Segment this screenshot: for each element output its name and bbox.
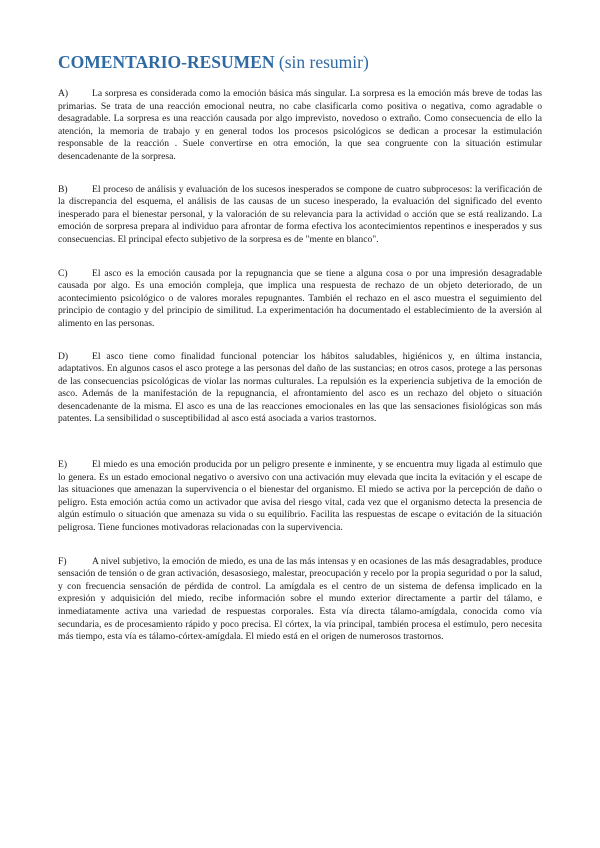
paragraph-b (58, 184, 542, 247)
paragraph-marker: D) (58, 350, 69, 362)
title-main: COMENTARIO-RESUMEN (58, 52, 275, 72)
paragraph-text: El asco tiene como finalidad funcional potenciar los hábitos saludables, higiénicos y, en última instancia, adaptativos. En algunos casos el asco protege a las personas del daño de las sustancias; en otros casos, protege a las personas de las consecuencias psicológicas de violar las normas culturales. La repulsión es la experiencia subjetiva de la emoción de asco. Además de la manifestación de la repugnancia, el afrontamiento del asco es un rechazo del objeto o situación desencadenante de la misma. El asco es una de las reacciones emocionales en las que las sensaciones fisiológicas son más patentes. La sensibilidad o susceptibilidad al asco está asociada a varios trastornos. (58, 350, 542, 425)
paragraph-f (58, 556, 542, 644)
paragraph-c (58, 268, 542, 331)
paragraph-marker: A) (58, 88, 69, 99)
paragraph-a (58, 88, 542, 164)
paragraph-marker: F) (58, 555, 67, 567)
paragraph-d (58, 351, 542, 427)
paragraph-marker: B) (58, 183, 68, 195)
paragraph-text: El proceso de análisis y evaluación de los sucesos inesperados se compone de cuatro subprocesos: la verificación de la discrepancia del esquema, el análisis de las causas de un suceso inesperado, la evaluación del significado del evento inesperado para el bienestar personal, y la valoración de su relevancia para la actividad o acción que se está realizando. La emoción de sorpresa prepara al individuo para afrontar de forma efectiva los acontecimientos repentinos e inesperados y sus consecuencias. El principal efecto subjetivo de la sorpresa es de "mente en blanco". (58, 183, 542, 245)
paragraph-marker: C) (58, 267, 68, 279)
title-subtitle: (sin resumir) (278, 52, 369, 72)
paragraph-text: El miedo es una emoción producida por un peligro presente e inminente, y se encuentra muy ligada al estímulo que lo genera. Es un estado emocional negativo o aversivo con una activación muy elevada que incita la evitación y el escape de las situaciones que amenazan la supervivencia o el bienestar del organismo. El miedo se activa por la percepción de daño o peligro. Esta emoción actúa como un activador que avisa del riesgo vital, cada vez que el organismo detecta la presencia de algún estímulo o situación que amenaza su vida o su equilibrio. Facilita las respuestas de escape o evitación de la situación peligrosa. Tiene funciones motivadoras relacionadas con la supervivencia. (58, 459, 542, 534)
paragraph-text: El asco es la emoción causada por la repugnancia que se tiene a alguna cosa o por una impresión desagradable causada por algo. Es una emoción compleja, que implica una respuesta de rechazo de un objeto deteriorado, de un acontecimiento psicológico o de valores morales repugnantes. También el rechazo en el asco muestra el seguimiento del principio de contagio y del principio de similitud. La experimentación ha documentado el establecimiento de la aversión al alimento en las personas. (58, 267, 542, 329)
paragraph-text: A nivel subjetivo, la emoción de miedo, es una de las más intensas y en ocasiones de las más desagradables, produce sensación de tensión o de gran activación, desasosiego, malestar, preocupación y recelo por la propia seguridad o por la salud, y con frecuencia sensación de pérdida de control. La amígdala es el centro de un sistema de defensa implicado en la expresión y adquisición del miedo, recibe información sobre el mundo exterior directamente a partir del tálamo, e inmediatamente activa una variedad de respuestas corporales. Esta vía directa tálamo-amígdala, conocida como vía secundaria, es de procesamiento rápido y poco precisa. El córtex, la vía principal, también procesa el estímulo, pero necesita más tiempo, esta vía es tálamo-córtex-amígdala. El miedo está en el origen de numerosos trastornos. (58, 555, 542, 643)
page-title (58, 52, 542, 72)
paragraph-marker: E) (58, 459, 68, 471)
paragraph-text: La sorpresa es considerada como la emoción básica más singular. La sorpresa es la emoción más breve de todas las primarias. Se trata de una reacción emocional neutra, no cabe clasificarla como positiva o negativa, como agradable o desagradable. La sorpresa es una reacción causada por algo imprevisto, novedoso o extraño. Como consecuencia de ello la atención, la memoria de trabajo y en general todos los procesos psicológicos se dedican a procesar la estimulación responsable de la reacción . Suele convertirse en otra emoción, la que sea congruente con la situación estimular desencadenante de la sorpresa. (58, 88, 542, 162)
paragraph-e (58, 459, 542, 535)
